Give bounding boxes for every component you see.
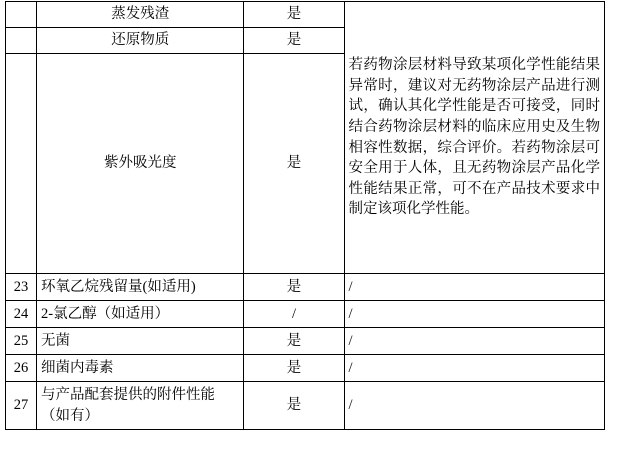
table-row [6, 355, 605, 382]
row-item: 还原物质 [37, 28, 244, 54]
row-item: 紫外吸光度 [37, 54, 244, 274]
row-flag: 是 [244, 28, 344, 54]
row-number: 25 [6, 328, 37, 355]
row-flag: 是 [244, 274, 344, 301]
row-number: 27 [6, 382, 37, 430]
row-flag: 是 [244, 355, 344, 382]
table-row [6, 2, 605, 28]
row-number: 23 [6, 274, 37, 301]
row-number [6, 2, 37, 28]
merged-note-text: 若药物涂层材料导致某项化学性能结果异常时，建议对无药物涂层产品进行测试，确认其化学性能是否可接受，同时结合药物涂层材料的临床应用史及生物相容性数据，综合评价。若药物涂层可安全用于人体，且无药物涂层产品化学性能结果正常，可不在产品技术要求中制定该项化学性能。 [348, 57, 600, 218]
row-flag: 是 [244, 382, 344, 430]
row-note: / [344, 274, 604, 301]
table-row [6, 301, 605, 328]
row-item: 无菌 [37, 328, 244, 355]
row-note: / [344, 382, 604, 430]
table-row [6, 274, 605, 301]
row-number: 26 [6, 355, 37, 382]
row-item: 环氧乙烷残留量(如适用) [37, 274, 244, 301]
row-item: 2-氯乙醇（如适用） [37, 301, 244, 328]
document-page [0, 1, 617, 456]
requirements-table [5, 1, 605, 430]
row-flag: 是 [244, 328, 344, 355]
row-flag: 是 [244, 2, 344, 28]
table-row [6, 382, 605, 430]
row-note: / [344, 301, 604, 328]
table-row [6, 328, 605, 355]
row-number [6, 28, 37, 54]
row-flag: 是 [244, 54, 344, 274]
row-number [6, 54, 37, 274]
row-note: / [344, 355, 604, 382]
row-flag: / [244, 301, 344, 328]
row-number: 24 [6, 301, 37, 328]
row-note-merged [344, 2, 604, 274]
row-item: 与产品配套提供的附件性能（如有） [37, 382, 244, 430]
row-item: 蒸发残渣 [37, 2, 244, 28]
row-item: 细菌内毒素 [37, 355, 244, 382]
row-note: / [344, 328, 604, 355]
